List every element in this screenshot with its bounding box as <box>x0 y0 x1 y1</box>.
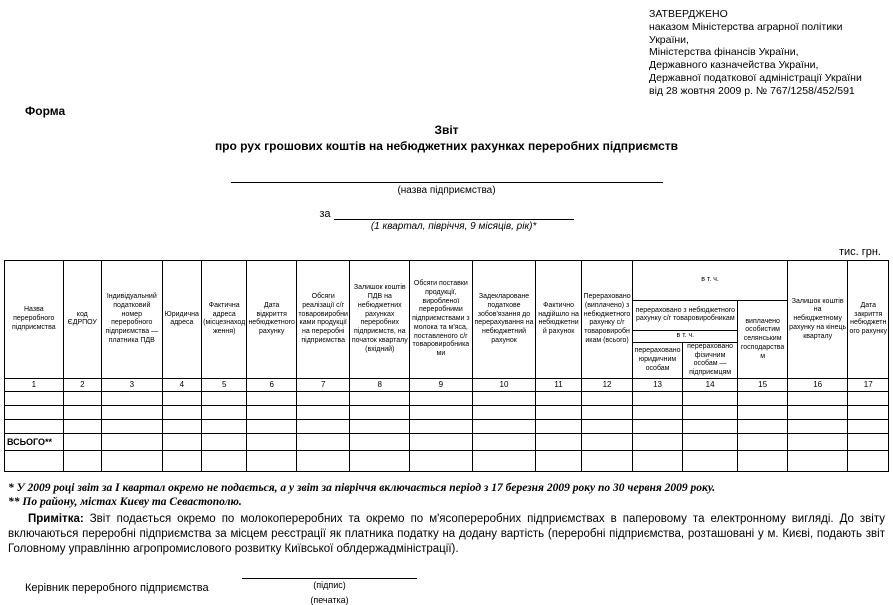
units-label: тис. грн. <box>838 245 881 258</box>
empty-cell <box>581 391 633 405</box>
empty-cell <box>350 391 410 405</box>
column-numbers-row <box>5 378 889 391</box>
empty-cell <box>410 405 473 419</box>
col-header-6: Дата відкриття небюджетного рахунку <box>247 260 297 378</box>
approval-line-2: наказом Міністерства аграрної політики України, <box>649 20 843 46</box>
col-header-11: Фактично надійшло на небюджетний рахунок <box>536 260 581 378</box>
col-header-2: код ЄДРПОУ <box>63 260 101 378</box>
empty-cell <box>581 419 633 433</box>
empty-cell <box>247 391 297 405</box>
report-title-line1: Звіт <box>434 122 459 137</box>
approval-line-5: Державної податкової адміністрації України <box>649 71 862 84</box>
empty-cell <box>633 419 683 433</box>
vtch-sub-header: в т. ч. <box>633 330 738 342</box>
col-header-13: перераховано юридичним особам <box>633 342 683 378</box>
empty-cell <box>201 433 246 450</box>
empty-cell <box>536 419 581 433</box>
approval-block <box>649 8 883 98</box>
col-header-12: Перераховано (виплачено) з небюджетного рахунку с/г товаровиробникам (всього) <box>581 260 633 378</box>
empty-cell <box>682 405 738 419</box>
col-header-5: Фактична адреса (місцезнаходження) <box>201 260 246 378</box>
col-header-9: Обсяги поставки продукції, виробленої переробними підприємствами з молока та м'яса, поставленого с/г товаровиробниками <box>410 260 473 378</box>
note <box>8 512 885 557</box>
column-number-cell: 4 <box>162 378 201 391</box>
column-number-cell: 13 <box>633 378 683 391</box>
empty-cell <box>5 450 64 471</box>
empty-cell <box>472 419 536 433</box>
table-row <box>5 405 889 419</box>
empty-cell <box>162 391 201 405</box>
empty-cell <box>581 450 633 471</box>
approval-line-6: від 28 жовтня 2009 р. № 767/1258/452/591 <box>649 84 855 97</box>
column-number-cell: 17 <box>848 378 889 391</box>
empty-cell <box>162 433 201 450</box>
column-number-cell: 10 <box>472 378 536 391</box>
signature-caption-pechatka: (печатка) <box>310 594 349 605</box>
col-header-10: Задеклароване податкове зобов'язання до перерахування на небюджетний рахунок <box>472 260 536 378</box>
empty-cell <box>296 405 350 419</box>
empty-cell <box>536 433 581 450</box>
empty-cell <box>162 419 201 433</box>
period-prefix: за <box>319 207 331 220</box>
approval-line-4: Державного казначейства України, <box>649 59 819 72</box>
period-field-wrap <box>334 208 574 232</box>
empty-cell <box>350 405 410 419</box>
empty-cell <box>5 419 64 433</box>
column-number-cell: 12 <box>581 378 633 391</box>
empty-cell <box>472 391 536 405</box>
period-caption: (1 квартал, півріччя, 9 місяців, рік)* <box>370 220 537 232</box>
empty-cell <box>162 450 201 471</box>
col-header-3: Індивідуальний податковий номер переробного підприємства — платника ПДВ <box>101 260 162 378</box>
empty-cell <box>63 450 101 471</box>
signature-block <box>25 569 893 605</box>
empty-cell <box>63 405 101 419</box>
signature-line <box>242 569 417 579</box>
empty-cell <box>536 450 581 471</box>
empty-cell <box>63 391 101 405</box>
form-label: Форма <box>25 103 66 118</box>
total-label: ВСЬОГО** <box>5 433 64 450</box>
empty-cell <box>787 450 848 471</box>
empty-cell <box>410 433 473 450</box>
column-number-cell: 6 <box>247 378 297 391</box>
empty-cell <box>536 391 581 405</box>
col-header-7: Обсяги реалізації с/г товаровиробниками продукції на переробні підприємства <box>296 260 350 378</box>
empty-cell <box>848 450 889 471</box>
empty-cell <box>787 405 848 419</box>
empty-cell <box>633 391 683 405</box>
empty-cell <box>101 433 162 450</box>
signature-label: Керівник переробного підприємства <box>25 581 209 594</box>
enterprise-name-caption: (назва підприємства) <box>397 184 496 196</box>
col-header-4: Юридична адреса <box>162 260 201 378</box>
empty-cell <box>247 405 297 419</box>
empty-cell <box>682 450 738 471</box>
vtch-top-header: в т. ч. <box>633 260 788 300</box>
column-number-cell: 5 <box>201 378 246 391</box>
column-number-cell: 2 <box>63 378 101 391</box>
empty-cell <box>787 419 848 433</box>
empty-cell <box>201 391 246 405</box>
signature-field <box>242 569 417 605</box>
empty-cell <box>296 391 350 405</box>
empty-cell <box>296 419 350 433</box>
empty-cell <box>787 433 848 450</box>
column-number-cell: 14 <box>682 378 738 391</box>
empty-cell <box>410 419 473 433</box>
empty-cell <box>101 419 162 433</box>
group-header-13-14: перераховано з небюджетного рахунку с/г товаровиробникам <box>633 300 738 330</box>
table-row <box>5 450 889 471</box>
enterprise-name-line <box>231 174 663 183</box>
total-row <box>5 433 889 450</box>
report-title-line2: про рух грошових коштів на небюджетних рахунках переробних підприємств <box>214 138 679 153</box>
empty-cell <box>738 419 788 433</box>
empty-cell <box>787 391 848 405</box>
empty-cell <box>63 419 101 433</box>
col-header-14: перераховано фізичним особам — підприємцям <box>682 342 738 378</box>
column-number-cell: 3 <box>101 378 162 391</box>
empty-cell <box>848 391 889 405</box>
approval-line-1: ЗАТВЕРДЖЕНО <box>649 8 728 20</box>
empty-cell <box>5 405 64 419</box>
empty-cell <box>738 450 788 471</box>
col-header-8: Залишок коштів ПДВ на небюджетних рахунках переробних підприємств, на початок кварталу (вхідний) <box>350 260 410 378</box>
empty-cell <box>633 433 683 450</box>
empty-cell <box>682 419 738 433</box>
table-row <box>5 419 889 433</box>
table-row <box>5 391 889 405</box>
column-number-cell: 15 <box>738 378 788 391</box>
note-label: Примітка: <box>28 512 84 525</box>
empty-cell <box>738 405 788 419</box>
col-header-17: Дата закриття небюджетного рахунку <box>848 260 889 378</box>
column-number-cell: 8 <box>350 378 410 391</box>
empty-cell <box>410 450 473 471</box>
empty-cell <box>472 405 536 419</box>
empty-cell <box>350 419 410 433</box>
empty-cell <box>410 391 473 405</box>
empty-cell <box>247 419 297 433</box>
empty-cell <box>738 433 788 450</box>
empty-cell <box>633 450 683 471</box>
report-title <box>0 122 893 154</box>
col-header-15: виплачено особистим селянським господарствам <box>738 300 788 378</box>
empty-cell <box>633 405 683 419</box>
empty-cell <box>472 450 536 471</box>
col-header-1: Назва переробного підприємства <box>5 260 64 378</box>
empty-cell <box>201 405 246 419</box>
empty-cell <box>101 405 162 419</box>
empty-cell <box>101 391 162 405</box>
footnote-1: * У 2009 році звіт за I квартал окремо не подається, а у звіт за півріччя включається період з 17 березня 2009 року по 30 червня 2009 року. <box>8 481 716 494</box>
empty-cell <box>162 405 201 419</box>
empty-cell <box>581 405 633 419</box>
empty-cell <box>201 419 246 433</box>
empty-cell <box>350 433 410 450</box>
empty-cell <box>682 433 738 450</box>
footnote-2: ** По району, містах Києву та Севастополю. <box>8 496 242 509</box>
empty-cell <box>536 405 581 419</box>
empty-cell <box>848 405 889 419</box>
empty-cell <box>350 450 410 471</box>
col-header-16: Залишок коштів на небюджетному рахунку на кінець кварталу <box>787 260 848 378</box>
empty-cell <box>5 391 64 405</box>
empty-cell <box>682 391 738 405</box>
signature-caption-pidpys: (підпис) <box>313 579 346 590</box>
empty-cell <box>848 419 889 433</box>
approval-line-3: Міністерства фінансів України, <box>649 46 799 59</box>
empty-cell <box>296 450 350 471</box>
empty-cell <box>101 450 162 471</box>
report-table <box>4 260 889 472</box>
column-number-cell: 7 <box>296 378 350 391</box>
empty-cell <box>472 433 536 450</box>
empty-cell <box>247 450 297 471</box>
column-number-cell: 1 <box>5 378 64 391</box>
column-number-cell: 11 <box>536 378 581 391</box>
empty-cell <box>581 433 633 450</box>
empty-cell <box>296 433 350 450</box>
empty-cell <box>201 450 246 471</box>
column-number-cell: 9 <box>410 378 473 391</box>
empty-cell <box>63 433 101 450</box>
period-row <box>0 208 893 232</box>
period-line <box>334 208 574 220</box>
note-text: Звіт подається окремо по молокопереробних та окремо по м'ясопереробних підприємствах в паперовому та електронному вигляді. До звіту включаються переробні підприємства за місцем реєстрації як платника податку на додану вартість (переробні підприємства, розташовані у м. Києві, подають звіт Головному управлінню агропромислового розвитку Київської облдержадміністрації). <box>8 512 885 555</box>
empty-cell <box>738 391 788 405</box>
empty-cell <box>247 433 297 450</box>
empty-cell <box>848 433 889 450</box>
footnotes-block <box>8 481 885 557</box>
column-number-cell: 16 <box>787 378 848 391</box>
